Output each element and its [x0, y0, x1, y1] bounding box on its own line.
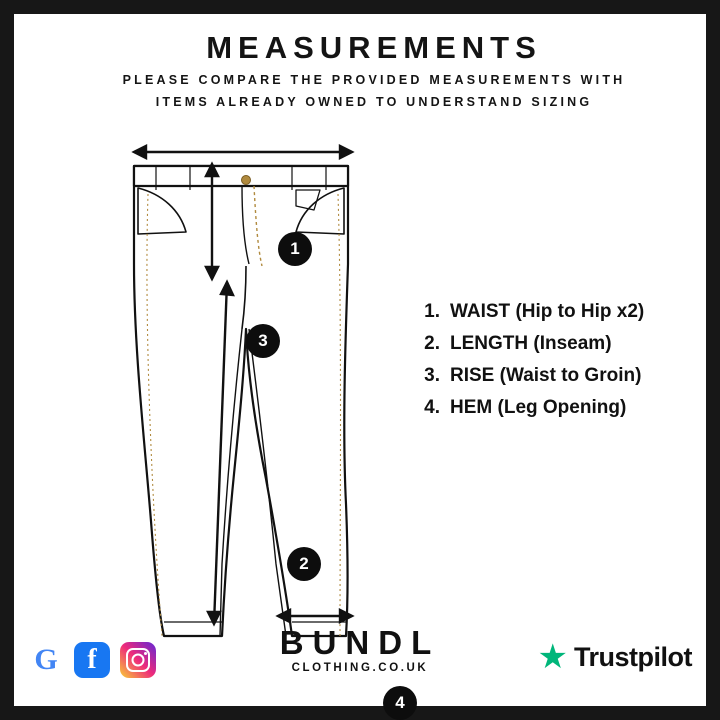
legend-item-length [414, 329, 704, 359]
legend-number: 3. [424, 365, 440, 386]
legend-label: LENGTH [450, 333, 529, 354]
measurement-legend [414, 297, 704, 425]
facebook-icon[interactable]: f [74, 642, 110, 678]
header [14, 28, 720, 112]
legend-item-rise [414, 361, 704, 391]
brand-domain: CLOTHING.CO.UK [291, 662, 429, 674]
jeans-illustration [94, 124, 414, 644]
footer [14, 602, 706, 692]
legend-label: RISE [450, 365, 495, 386]
trustpilot-logo[interactable] [538, 640, 692, 674]
legend-note: (Hip to Hip x2) [515, 301, 645, 322]
brand-name: BUNDL [279, 624, 441, 661]
legend-note: (Inseam) [533, 333, 612, 354]
callout-badge-rise: 3 [246, 324, 280, 358]
legend-number: 4. [424, 397, 440, 418]
legend-note: (Waist to Groin) [499, 365, 642, 386]
google-icon[interactable]: G [28, 642, 64, 678]
page-title: MEASUREMENTS [206, 30, 542, 65]
subtitle-line-2: ITEMS ALREADY OWNED TO UNDERSTAND SIZING [155, 95, 593, 109]
legend-number: 1. [424, 301, 440, 322]
legend-number: 2. [424, 333, 440, 354]
subtitle-line-1: PLEASE COMPARE THE PROVIDED MEASUREMENTS WITH [122, 73, 626, 87]
callout-badge-waist: 1 [278, 232, 312, 266]
trustpilot-wordmark: Trustpilot [574, 641, 692, 672]
star-icon: ★ [537, 638, 568, 676]
legend-label: HEM [450, 397, 493, 418]
callout-badge-length: 2 [287, 547, 321, 581]
legend-label: WAIST [450, 301, 511, 322]
legend-item-hem [414, 393, 704, 423]
callout-badge-hem: 4 [383, 686, 417, 720]
legend-note: (Leg Opening) [497, 397, 627, 418]
legend-item-waist [414, 297, 704, 327]
